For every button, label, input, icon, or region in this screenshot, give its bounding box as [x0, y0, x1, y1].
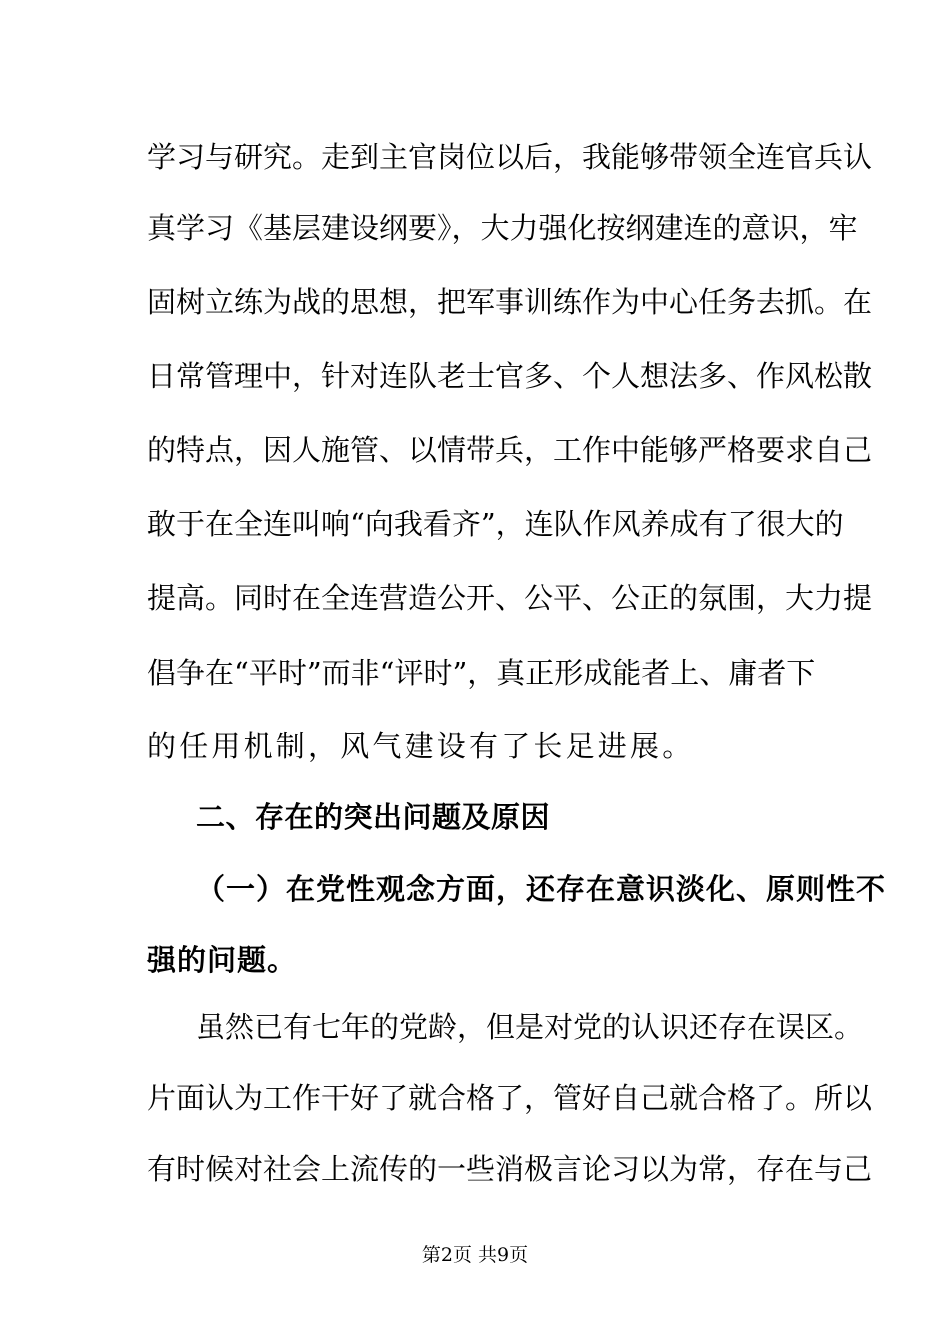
- body-line-5: 的特点，因人施管、以情带兵，工作中能够严格要求自己: [147, 433, 873, 467]
- body-para2-line-3: 有时候对社会上流传的一些消极言论习以为常，存在与己: [147, 1152, 873, 1186]
- subheading-line-1: （一）在党性观念方面，还存在意识淡化、原则性不: [196, 872, 887, 906]
- body-line-6: 敢于在全连叫响“向我看齐”，连队作风养成有了很大的: [147, 507, 844, 541]
- section-heading: 二、存在的突出问题及原因: [196, 800, 551, 834]
- body-line-7: 提高。同时在全连营造公开、公平、公正的氛围，大力提: [147, 581, 873, 615]
- subheading-line-2: 强的问题。: [147, 943, 298, 977]
- body-line-3: 固树立练为战的思想，把军事训练作为中心任务去抓。在: [147, 285, 873, 319]
- body-line-8: 倡争在“平时”而非“评时”，真正形成能者上、庸者下: [147, 656, 816, 690]
- body-line-2: 真学习《基层建设纲要》，大力强化按纲建连的意识，牢: [147, 211, 858, 245]
- body-para2-line-2: 片面认为工作干好了就合格了，管好自己就合格了。所以: [147, 1081, 873, 1115]
- body-line-1: 学习与研究。走到主官岗位以后，我能够带领全连官兵认: [147, 140, 873, 174]
- body-line-9: 的任用机制，风气建设有了长足进展。: [147, 729, 695, 763]
- body-line-4: 日常管理中，针对连队老士官多、个人想法多、作风松散: [147, 359, 873, 393]
- body-para2-line-1: 虽然已有七年的党龄，但是对党的认识还存在误区。: [196, 1010, 864, 1044]
- page-number-footer: 第2页 共9页: [421, 1244, 529, 1266]
